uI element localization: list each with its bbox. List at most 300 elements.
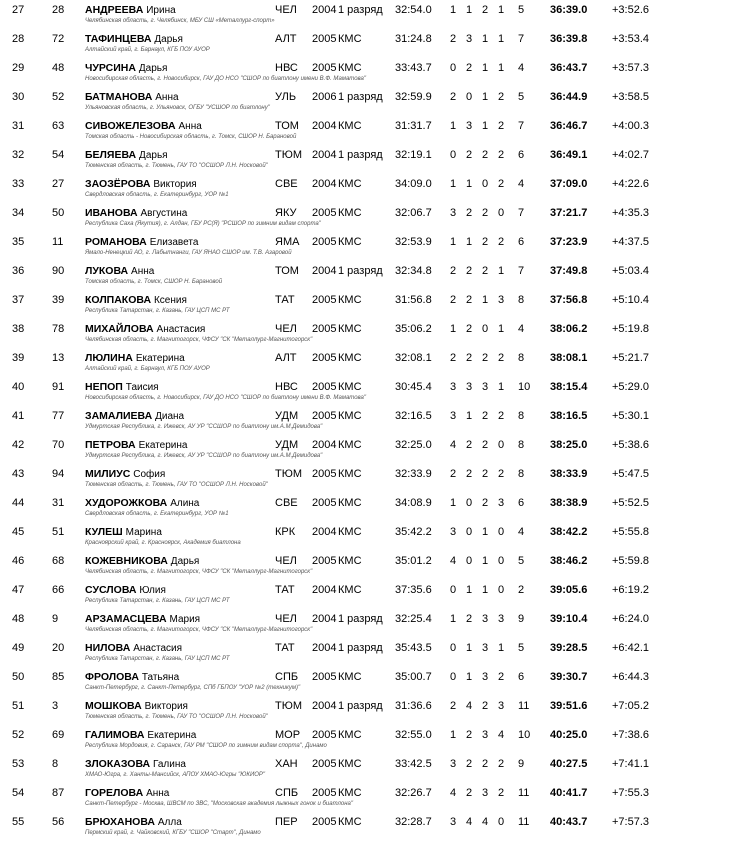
- athlete-time-gap: +3:52.6: [612, 4, 650, 16]
- athlete-name: [85, 410, 184, 422]
- athlete-time-gap: +5:29.0: [612, 381, 650, 393]
- athlete-surname: НИЛОВА: [85, 642, 131, 654]
- athlete-penalty-total: 5: [518, 642, 525, 654]
- athlete-result-time: 36:46.7: [550, 120, 588, 132]
- athlete-club: Республика Саха (Якутия), г. Алдан, ГБУ РС(Я) "РСШОР по зимним видам спорта": [85, 221, 321, 227]
- athlete-place: 51: [12, 700, 25, 712]
- athlete-result-time: 38:08.1: [550, 352, 588, 364]
- athlete-shooting-1: 1: [450, 323, 457, 335]
- athlete-ski-time: 32:33.9: [395, 468, 432, 480]
- athlete-shooting-3: 0: [482, 178, 489, 190]
- athlete-result-time: 36:39.8: [550, 33, 588, 45]
- athlete-ski-time: 32:54.0: [395, 4, 432, 16]
- athlete-shooting-3: 1: [482, 120, 489, 132]
- athlete-club: Санкт-Петербург - Москва, ШВСМ по ЗВС, "Московская академия лыжных гонок и биатлона": [85, 801, 353, 807]
- athlete-shooting-3: 2: [482, 352, 489, 364]
- athlete-shooting-2: 3: [466, 120, 473, 132]
- athlete-shooting-2: 1: [466, 410, 473, 422]
- athlete-time-gap: +7:41.1: [612, 758, 650, 770]
- athlete-ski-time: 32:08.1: [395, 352, 432, 364]
- athlete-shooting-3: 1: [482, 526, 489, 538]
- athlete-surname: КОЖЕВНИКОВА: [85, 555, 168, 567]
- athlete-sport-rank: 1 разряд: [338, 4, 383, 16]
- athlete-time-gap: +5:19.8: [612, 323, 650, 335]
- athlete-region: СВЕ: [275, 497, 298, 509]
- athlete-region: ТАТ: [275, 642, 295, 654]
- athlete-region: ТОМ: [275, 120, 299, 132]
- table-row: [0, 696, 750, 725]
- athlete-firstname: Виктория: [144, 701, 188, 712]
- athlete-surname: ХУДОРОЖКОВА: [85, 497, 168, 509]
- athlete-shooting-1: 4: [450, 439, 457, 451]
- athlete-surname: ИВАНОВА: [85, 207, 138, 219]
- athlete-shooting-1: 3: [450, 758, 457, 770]
- athlete-surname: МИЛИУС: [85, 468, 131, 480]
- athlete-birth-year: 2004: [312, 265, 337, 277]
- athlete-firstname: Алла: [157, 817, 182, 828]
- athlete-birth-year: 2005: [312, 410, 337, 422]
- athlete-result-time: 39:28.5: [550, 642, 588, 654]
- athlete-firstname: Дарья: [170, 556, 200, 567]
- athlete-time-gap: +5:52.5: [612, 497, 650, 509]
- athlete-name: [85, 613, 200, 625]
- athlete-firstname: Татьяна: [141, 672, 180, 683]
- athlete-shooting-4: 3: [498, 497, 505, 509]
- athlete-place: 34: [12, 207, 25, 219]
- athlete-club: Челябинская область, г. Челябинск, МБУ СШ «Металлург-спорт»: [85, 18, 275, 24]
- athlete-penalty-total: 5: [518, 91, 525, 103]
- athlete-shooting-3: 2: [482, 207, 489, 219]
- athlete-firstname: Екатерина: [135, 353, 185, 364]
- athlete-shooting-1: 0: [450, 671, 457, 683]
- athlete-shooting-3: 3: [482, 613, 489, 625]
- athlete-firstname: София: [133, 469, 166, 480]
- athlete-shooting-4: 1: [498, 323, 505, 335]
- athlete-sport-rank: 1 разряд: [338, 149, 383, 161]
- athlete-penalty-total: 5: [518, 555, 525, 567]
- athlete-region: НВС: [275, 381, 298, 393]
- athlete-surname: ФРОЛОВА: [85, 671, 139, 683]
- athlete-shooting-1: 2: [450, 91, 457, 103]
- table-row: [0, 725, 750, 754]
- athlete-place: 49: [12, 642, 25, 654]
- athlete-name: [85, 816, 182, 828]
- athlete-bib: 31: [52, 497, 65, 509]
- athlete-shooting-4: 0: [498, 555, 505, 567]
- athlete-club: Тюменская область, г. Тюмень, ГАУ ТО "ОСШОР Л.Н. Носковой": [85, 482, 268, 488]
- athlete-firstname: Юлия: [139, 585, 166, 596]
- athlete-club: Пермский край, г. Чайковский, КГБУ "СШОР "Старт", Динамо: [85, 830, 261, 836]
- athlete-result-time: 36:43.7: [550, 62, 588, 74]
- athlete-shooting-3: 1: [482, 294, 489, 306]
- athlete-place: 37: [12, 294, 25, 306]
- athlete-shooting-1: 2: [450, 352, 457, 364]
- athlete-birth-year: 2004: [312, 700, 337, 712]
- athlete-region: КРК: [275, 526, 296, 538]
- athlete-sport-rank: КМС: [338, 439, 362, 451]
- athlete-result-time: 39:30.7: [550, 671, 588, 683]
- athlete-shooting-3: 4: [482, 816, 489, 828]
- athlete-bib: 13: [52, 352, 65, 364]
- athlete-shooting-4: 1: [498, 4, 505, 16]
- athlete-result-time: 39:10.4: [550, 613, 588, 625]
- athlete-shooting-2: 2: [466, 468, 473, 480]
- athlete-shooting-2: 0: [466, 526, 473, 538]
- athlete-place: 41: [12, 410, 25, 422]
- table-row: [0, 667, 750, 696]
- athlete-shooting-3: 1: [482, 91, 489, 103]
- athlete-ski-time: 32:06.7: [395, 207, 432, 219]
- athlete-penalty-total: 4: [518, 178, 525, 190]
- athlete-club: Алтайский край, г. Барнаул, КГБ ПОУ АУОР: [85, 47, 210, 53]
- athlete-birth-year: 2004: [312, 178, 337, 190]
- athlete-ski-time: 33:42.5: [395, 758, 432, 770]
- athlete-sport-rank: КМС: [338, 294, 362, 306]
- athlete-surname: РОМАНОВА: [85, 236, 147, 248]
- athlete-shooting-2: 1: [466, 671, 473, 683]
- athlete-bib: 56: [52, 816, 65, 828]
- athlete-ski-time: 34:09.0: [395, 178, 432, 190]
- athlete-firstname: Галина: [153, 759, 186, 770]
- athlete-shooting-4: 3: [498, 700, 505, 712]
- athlete-surname: СУСЛОВА: [85, 584, 137, 596]
- athlete-birth-year: 2004: [312, 526, 337, 538]
- athlete-bib: 63: [52, 120, 65, 132]
- athlete-firstname: Анастасия: [156, 324, 206, 335]
- athlete-shooting-1: 2: [450, 294, 457, 306]
- athlete-result-time: 38:42.2: [550, 526, 588, 538]
- athlete-region: ТАТ: [275, 294, 295, 306]
- athlete-place: 30: [12, 91, 25, 103]
- athlete-time-gap: +4:22.6: [612, 178, 650, 190]
- athlete-shooting-4: 1: [498, 33, 505, 45]
- athlete-birth-year: 2005: [312, 555, 337, 567]
- athlete-region: ТАТ: [275, 584, 295, 596]
- athlete-birth-year: 2005: [312, 729, 337, 741]
- athlete-firstname: Диана: [155, 411, 185, 422]
- athlete-name: [85, 700, 188, 712]
- athlete-ski-time: 32:55.0: [395, 729, 432, 741]
- athlete-shooting-4: 2: [498, 410, 505, 422]
- athlete-shooting-3: 3: [482, 671, 489, 683]
- athlete-shooting-3: 1: [482, 62, 489, 74]
- table-row: [0, 493, 750, 522]
- athlete-birth-year: 2005: [312, 33, 337, 45]
- athlete-name: [85, 91, 179, 103]
- athlete-bib: 28: [52, 4, 65, 16]
- athlete-region: УДМ: [275, 439, 299, 451]
- athlete-birth-year: 2004: [312, 642, 337, 654]
- athlete-result-time: 38:16.5: [550, 410, 588, 422]
- athlete-ski-time: 33:43.7: [395, 62, 432, 74]
- athlete-bib: 87: [52, 787, 65, 799]
- athlete-club: Ульяновская область, г. Ульяновск, ОГБУ "УСШОР по биатлону": [85, 105, 270, 111]
- athlete-bib: 50: [52, 207, 65, 219]
- athlete-sport-rank: КМС: [338, 352, 362, 364]
- athlete-region: АЛТ: [275, 33, 297, 45]
- athlete-shooting-4: 2: [498, 352, 505, 364]
- athlete-bib: 94: [52, 468, 65, 480]
- athlete-shooting-4: 2: [498, 671, 505, 683]
- athlete-club: Республика Татарстан, г. Казань, ГАУ ЦСП МС РТ: [85, 598, 230, 604]
- athlete-club: Республика Мордовия, г. Саранск, ГАУ РМ "СШОР по зимним видам спорта", Динамо: [85, 743, 327, 749]
- athlete-birth-year: 2004: [312, 4, 337, 16]
- athlete-name: [85, 497, 199, 509]
- athlete-ski-time: 35:43.5: [395, 642, 432, 654]
- athlete-place: 42: [12, 439, 25, 451]
- athlete-ski-time: 32:25.4: [395, 613, 432, 625]
- athlete-shooting-1: 3: [450, 207, 457, 219]
- athlete-name: [85, 207, 187, 219]
- athlete-name: [85, 4, 176, 16]
- athlete-place: 36: [12, 265, 25, 277]
- athlete-shooting-2: 1: [466, 178, 473, 190]
- athlete-penalty-total: 4: [518, 323, 525, 335]
- athlete-surname: КУЛЕШ: [85, 526, 123, 538]
- athlete-place: 50: [12, 671, 25, 683]
- athlete-result-time: 36:39.0: [550, 4, 588, 16]
- athlete-bib: 27: [52, 178, 65, 190]
- athlete-surname: ЗАМАЛИЕВА: [85, 410, 153, 422]
- athlete-name: [85, 787, 169, 799]
- athlete-club: Удмуртская Республика, г. Ижевск, АУ УР "ССШОР по биатлону им.А.М.Демидова": [85, 453, 323, 459]
- athlete-region: УДМ: [275, 410, 299, 422]
- table-row: [0, 580, 750, 609]
- athlete-name: [85, 33, 183, 45]
- athlete-penalty-total: 10: [518, 729, 531, 741]
- athlete-surname: НЕПОП: [85, 381, 123, 393]
- athlete-region: ЧЕЛ: [275, 555, 297, 567]
- athlete-shooting-4: 0: [498, 207, 505, 219]
- athlete-sport-rank: 1 разряд: [338, 265, 383, 277]
- athlete-sport-rank: КМС: [338, 584, 362, 596]
- athlete-shooting-4: 2: [498, 120, 505, 132]
- athlete-sport-rank: 1 разряд: [338, 91, 383, 103]
- athlete-birth-year: 2005: [312, 816, 337, 828]
- athlete-shooting-1: 2: [450, 265, 457, 277]
- athlete-time-gap: +5:38.6: [612, 439, 650, 451]
- table-row: [0, 464, 750, 493]
- athlete-surname: ТАФИНЦЕВА: [85, 33, 152, 45]
- athlete-shooting-1: 3: [450, 526, 457, 538]
- athlete-bib: 20: [52, 642, 65, 654]
- table-row: [0, 812, 750, 841]
- athlete-penalty-total: 2: [518, 584, 525, 596]
- athlete-birth-year: 2005: [312, 236, 337, 248]
- table-row: [0, 551, 750, 580]
- table-row: [0, 754, 750, 783]
- athlete-shooting-1: 4: [450, 555, 457, 567]
- athlete-region: СВЕ: [275, 178, 298, 190]
- athlete-club: Томская область, г. Томск, СШОР Н. Барановой: [85, 279, 223, 285]
- athlete-ski-time: 32:34.8: [395, 265, 432, 277]
- athlete-shooting-4: 0: [498, 526, 505, 538]
- athlete-firstname: Ксения: [153, 295, 187, 306]
- athlete-penalty-total: 8: [518, 294, 525, 306]
- athlete-name: [85, 352, 185, 364]
- athlete-bib: 69: [52, 729, 65, 741]
- athlete-surname: АРЗАМАСЦЕВА: [85, 613, 167, 625]
- athlete-ski-time: 31:31.7: [395, 120, 432, 132]
- athlete-birth-year: 2005: [312, 381, 337, 393]
- athlete-sport-rank: КМС: [338, 236, 362, 248]
- athlete-region: ЧЕЛ: [275, 323, 297, 335]
- athlete-bib: 68: [52, 555, 65, 567]
- athlete-birth-year: 2005: [312, 62, 337, 74]
- athlete-place: 38: [12, 323, 25, 335]
- athlete-ski-time: 31:36.6: [395, 700, 432, 712]
- athlete-sport-rank: КМС: [338, 787, 362, 799]
- athlete-firstname: Анна: [131, 266, 155, 277]
- athlete-place: 33: [12, 178, 25, 190]
- athlete-shooting-4: 2: [498, 236, 505, 248]
- athlete-shooting-1: 3: [450, 381, 457, 393]
- table-row: [0, 203, 750, 232]
- athlete-club: Челябинская область, г. Магнитогорск, ЧФСУ "СК "Металлург-Магнитогорск": [85, 569, 313, 575]
- athlete-shooting-3: 3: [482, 381, 489, 393]
- athlete-name: [85, 381, 159, 393]
- athlete-shooting-3: 2: [482, 236, 489, 248]
- athlete-penalty-total: 8: [518, 439, 525, 451]
- athlete-shooting-4: 4: [498, 729, 505, 741]
- athlete-shooting-3: 3: [482, 642, 489, 654]
- athlete-ski-time: 35:01.2: [395, 555, 432, 567]
- athlete-region: ЯКУ: [275, 207, 297, 219]
- athlete-firstname: Екатерина: [138, 440, 188, 451]
- athlete-time-gap: +6:24.0: [612, 613, 650, 625]
- athlete-ski-time: 32:25.0: [395, 439, 432, 451]
- athlete-region: ЯМА: [275, 236, 300, 248]
- athlete-shooting-4: 2: [498, 178, 505, 190]
- athlete-club: Томская область - Новосибирская область, г. Томск, СШОР Н. Барановой: [85, 134, 297, 140]
- athlete-penalty-total: 7: [518, 265, 525, 277]
- athlete-ski-time: 35:06.2: [395, 323, 432, 335]
- athlete-shooting-3: 3: [482, 729, 489, 741]
- athlete-shooting-2: 0: [466, 555, 473, 567]
- athlete-shooting-2: 2: [466, 265, 473, 277]
- athlete-bib: 54: [52, 149, 65, 161]
- table-row: [0, 145, 750, 174]
- athlete-ski-time: 32:26.7: [395, 787, 432, 799]
- athlete-bib: 78: [52, 323, 65, 335]
- athlete-time-gap: +6:42.1: [612, 642, 650, 654]
- athlete-shooting-3: 2: [482, 758, 489, 770]
- athlete-surname: БЕЛЯЕВА: [85, 149, 137, 161]
- athlete-firstname: Дарья: [139, 150, 168, 161]
- athlete-club: Республика Татарстан, г. Казань, ГАУ ЦСП МС РТ: [85, 308, 230, 314]
- athlete-place: 52: [12, 729, 25, 741]
- athlete-ski-time: 32:53.9: [395, 236, 432, 248]
- athlete-result-time: 38:33.9: [550, 468, 588, 480]
- athlete-name: [85, 584, 166, 596]
- athlete-region: СПБ: [275, 787, 299, 799]
- athlete-result-time: 40:43.7: [550, 816, 588, 828]
- athlete-place: 44: [12, 497, 25, 509]
- athlete-ski-time: 31:24.8: [395, 33, 432, 45]
- athlete-bib: 52: [52, 91, 65, 103]
- athlete-result-time: 40:41.7: [550, 787, 588, 799]
- athlete-bib: 70: [52, 439, 65, 451]
- athlete-place: 29: [12, 62, 25, 74]
- athlete-shooting-1: 0: [450, 642, 457, 654]
- athlete-firstname: Анастасия: [133, 643, 183, 654]
- athlete-place: 46: [12, 555, 25, 567]
- athlete-penalty-total: 6: [518, 671, 525, 683]
- athlete-sport-rank: 1 разряд: [338, 642, 383, 654]
- athlete-sport-rank: КМС: [338, 816, 362, 828]
- athlete-region: ЧЕЛ: [275, 4, 297, 16]
- athlete-shooting-2: 2: [466, 294, 473, 306]
- athlete-sport-rank: КМС: [338, 33, 362, 45]
- athlete-ski-time: 32:28.7: [395, 816, 432, 828]
- athlete-bib: 66: [52, 584, 65, 596]
- athlete-surname: ЗЛОКАЗОВА: [85, 758, 151, 770]
- athlete-place: 27: [12, 4, 25, 16]
- athlete-sport-rank: КМС: [338, 671, 362, 683]
- athlete-penalty-total: 11: [518, 787, 530, 799]
- athlete-time-gap: +7:38.6: [612, 729, 650, 741]
- athlete-time-gap: +5:10.4: [612, 294, 650, 306]
- athlete-place: 54: [12, 787, 25, 799]
- athlete-place: 39: [12, 352, 25, 364]
- athlete-club: Новосибирская область, г. Новосибирск, ГАУ ДО НСО "СШОР по биатлону имени В.Ф. Маматова": [85, 395, 367, 401]
- athlete-sport-rank: КМС: [338, 758, 362, 770]
- athlete-time-gap: +7:55.3: [612, 787, 650, 799]
- athlete-name: [85, 468, 165, 480]
- athlete-club: Удмуртская Республика, г. Ижевск, АУ УР "ССШОР по биатлону им.А.М.Демидова": [85, 424, 323, 430]
- athlete-shooting-4: 1: [498, 62, 505, 74]
- athlete-shooting-1: 1: [450, 4, 457, 16]
- athlete-shooting-2: 0: [466, 91, 473, 103]
- athlete-region: СПБ: [275, 671, 299, 683]
- table-row: [0, 406, 750, 435]
- athlete-shooting-2: 0: [466, 497, 473, 509]
- athlete-firstname: Ирина: [146, 5, 176, 16]
- athlete-club: Свердловская область, г. Екатеринбург, УОР №1: [85, 192, 229, 198]
- table-row: [0, 348, 750, 377]
- athlete-place: 48: [12, 613, 25, 625]
- athlete-surname: МОШКОВА: [85, 700, 142, 712]
- athlete-ski-time: 32:16.5: [395, 410, 432, 422]
- athlete-firstname: Виктория: [153, 179, 197, 190]
- athlete-firstname: Августина: [140, 208, 188, 219]
- athlete-time-gap: +4:00.3: [612, 120, 650, 132]
- athlete-shooting-3: 2: [482, 265, 489, 277]
- athlete-club: Новосибирская область, г. Новосибирск, ГАУ ДО НСО "СШОР по биатлону имени В.Ф. Маматова": [85, 76, 367, 82]
- athlete-region: МОР: [275, 729, 301, 741]
- athlete-place: 53: [12, 758, 25, 770]
- athlete-place: 45: [12, 526, 25, 538]
- athlete-sport-rank: КМС: [338, 381, 362, 393]
- athlete-penalty-total: 7: [518, 33, 525, 45]
- athlete-shooting-4: 0: [498, 584, 505, 596]
- athlete-region: УЛЬ: [275, 91, 297, 103]
- athlete-penalty-total: 8: [518, 410, 525, 422]
- athlete-name: [85, 671, 179, 683]
- athlete-birth-year: 2004: [312, 584, 337, 596]
- athlete-birth-year: 2005: [312, 787, 337, 799]
- athlete-shooting-2: 1: [466, 4, 473, 16]
- athlete-penalty-total: 4: [518, 526, 525, 538]
- athlete-penalty-total: 7: [518, 120, 525, 132]
- athlete-region: ПЕР: [275, 816, 298, 828]
- athlete-shooting-1: 4: [450, 787, 457, 799]
- athlete-club: Свердловская область, г. Екатеринбург, УОР №1: [85, 511, 229, 517]
- athlete-surname: МИХАЙЛОВА: [85, 323, 154, 335]
- table-row: [0, 377, 750, 406]
- athlete-ski-time: 30:45.4: [395, 381, 432, 393]
- table-row: [0, 232, 750, 261]
